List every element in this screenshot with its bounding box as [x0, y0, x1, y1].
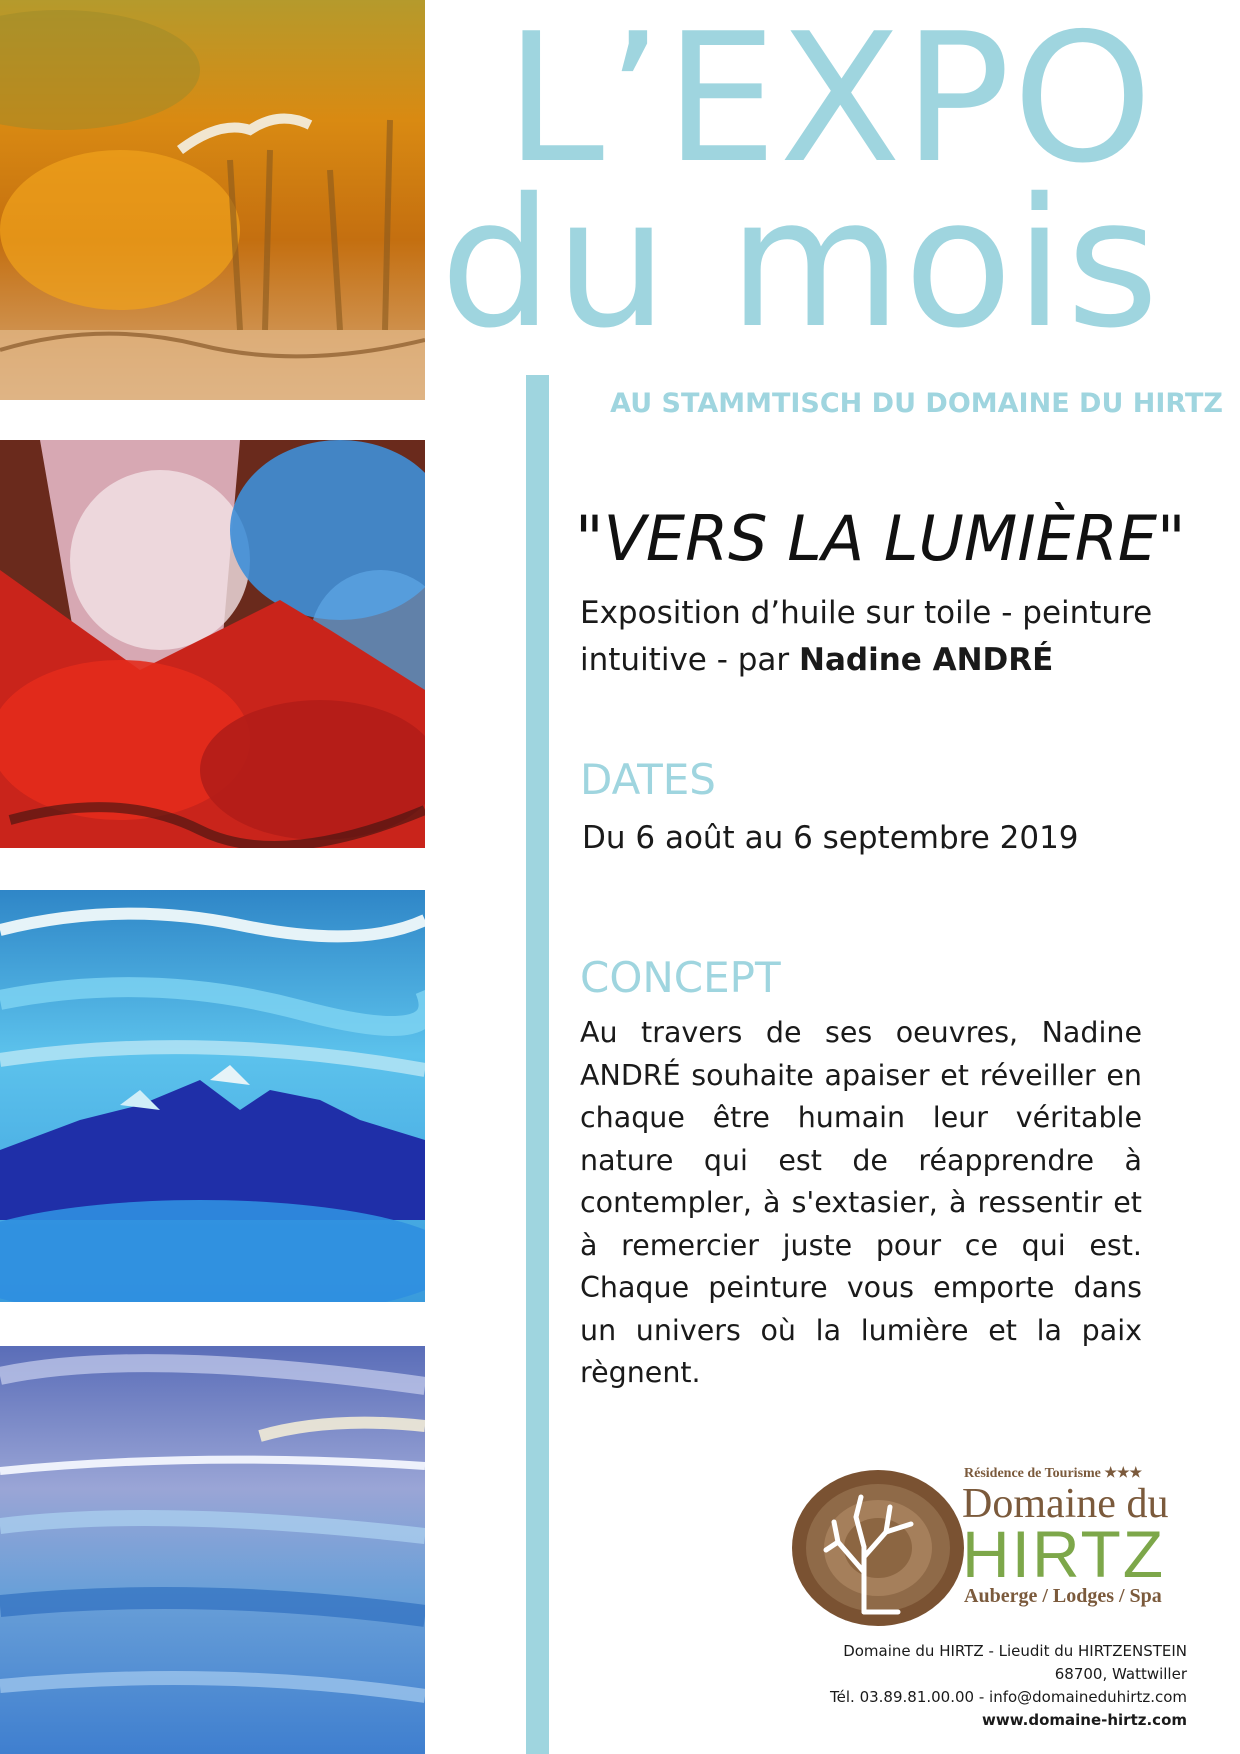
logo-name-line2: HIRTZ	[962, 1517, 1166, 1591]
exhibition-description	[580, 590, 1200, 684]
concept-heading: CONCEPT	[580, 953, 781, 1002]
contact-city: 68700, Wattwiller	[1054, 1665, 1187, 1683]
contact-phone-email: Tél. 03.89.81.00.00 - info@domaineduhirtz.com	[830, 1688, 1187, 1706]
poster-subtitle: AU STAMMTISCH DU DOMAINE DU HIRTZ	[610, 388, 1223, 419]
painting-stormy-sea	[0, 1346, 425, 1754]
painting-golden-landscape	[0, 0, 425, 400]
domaine-hirtz-logo-icon	[786, 1462, 971, 1630]
painting-blue-mountains	[0, 890, 425, 1302]
exhibition-title: "VERS LA LUMIÈRE"	[575, 502, 1186, 575]
concept-text: Au travers de ses oeuvres, Nadine ANDRÉ souhaite apaiser et réveiller en chaque être humain leur véritable nature qui est de réapprendre à contempler, à s'extasier, à ressentir et à remercier juste pour ce qui est. Chaque peinture vous emporte dans un univers où la lumière et la paix règnent.	[580, 1016, 1142, 1389]
poster-title-line1: L’EXPO	[505, 0, 1155, 202]
accent-divider	[526, 375, 549, 1754]
contact-website-link[interactable]: www.domaine-hirtz.com	[982, 1711, 1187, 1729]
logo-name-line1: Domaine du	[962, 1481, 1169, 1527]
painting-red-volcano	[0, 440, 425, 848]
artist-name: Nadine ANDRÉ	[799, 642, 1054, 678]
contact-block	[770, 1640, 1187, 1732]
dates-heading: DATES	[580, 755, 716, 804]
exhibition-description-text: Exposition d’huile sur toile - peinture intuitive - par	[580, 595, 1153, 678]
logo-services: Auberge / Lodges / Spa	[964, 1585, 1162, 1607]
logo-tagline: Résidence de Tourisme ★★★	[964, 1466, 1143, 1481]
dates-text: Du 6 août au 6 septembre 2019	[582, 820, 1079, 856]
contact-address: Domaine du HIRTZ - Lieudit du HIRTZENSTEIN	[843, 1642, 1187, 1660]
poster-title-line2: du mois	[440, 160, 1161, 367]
